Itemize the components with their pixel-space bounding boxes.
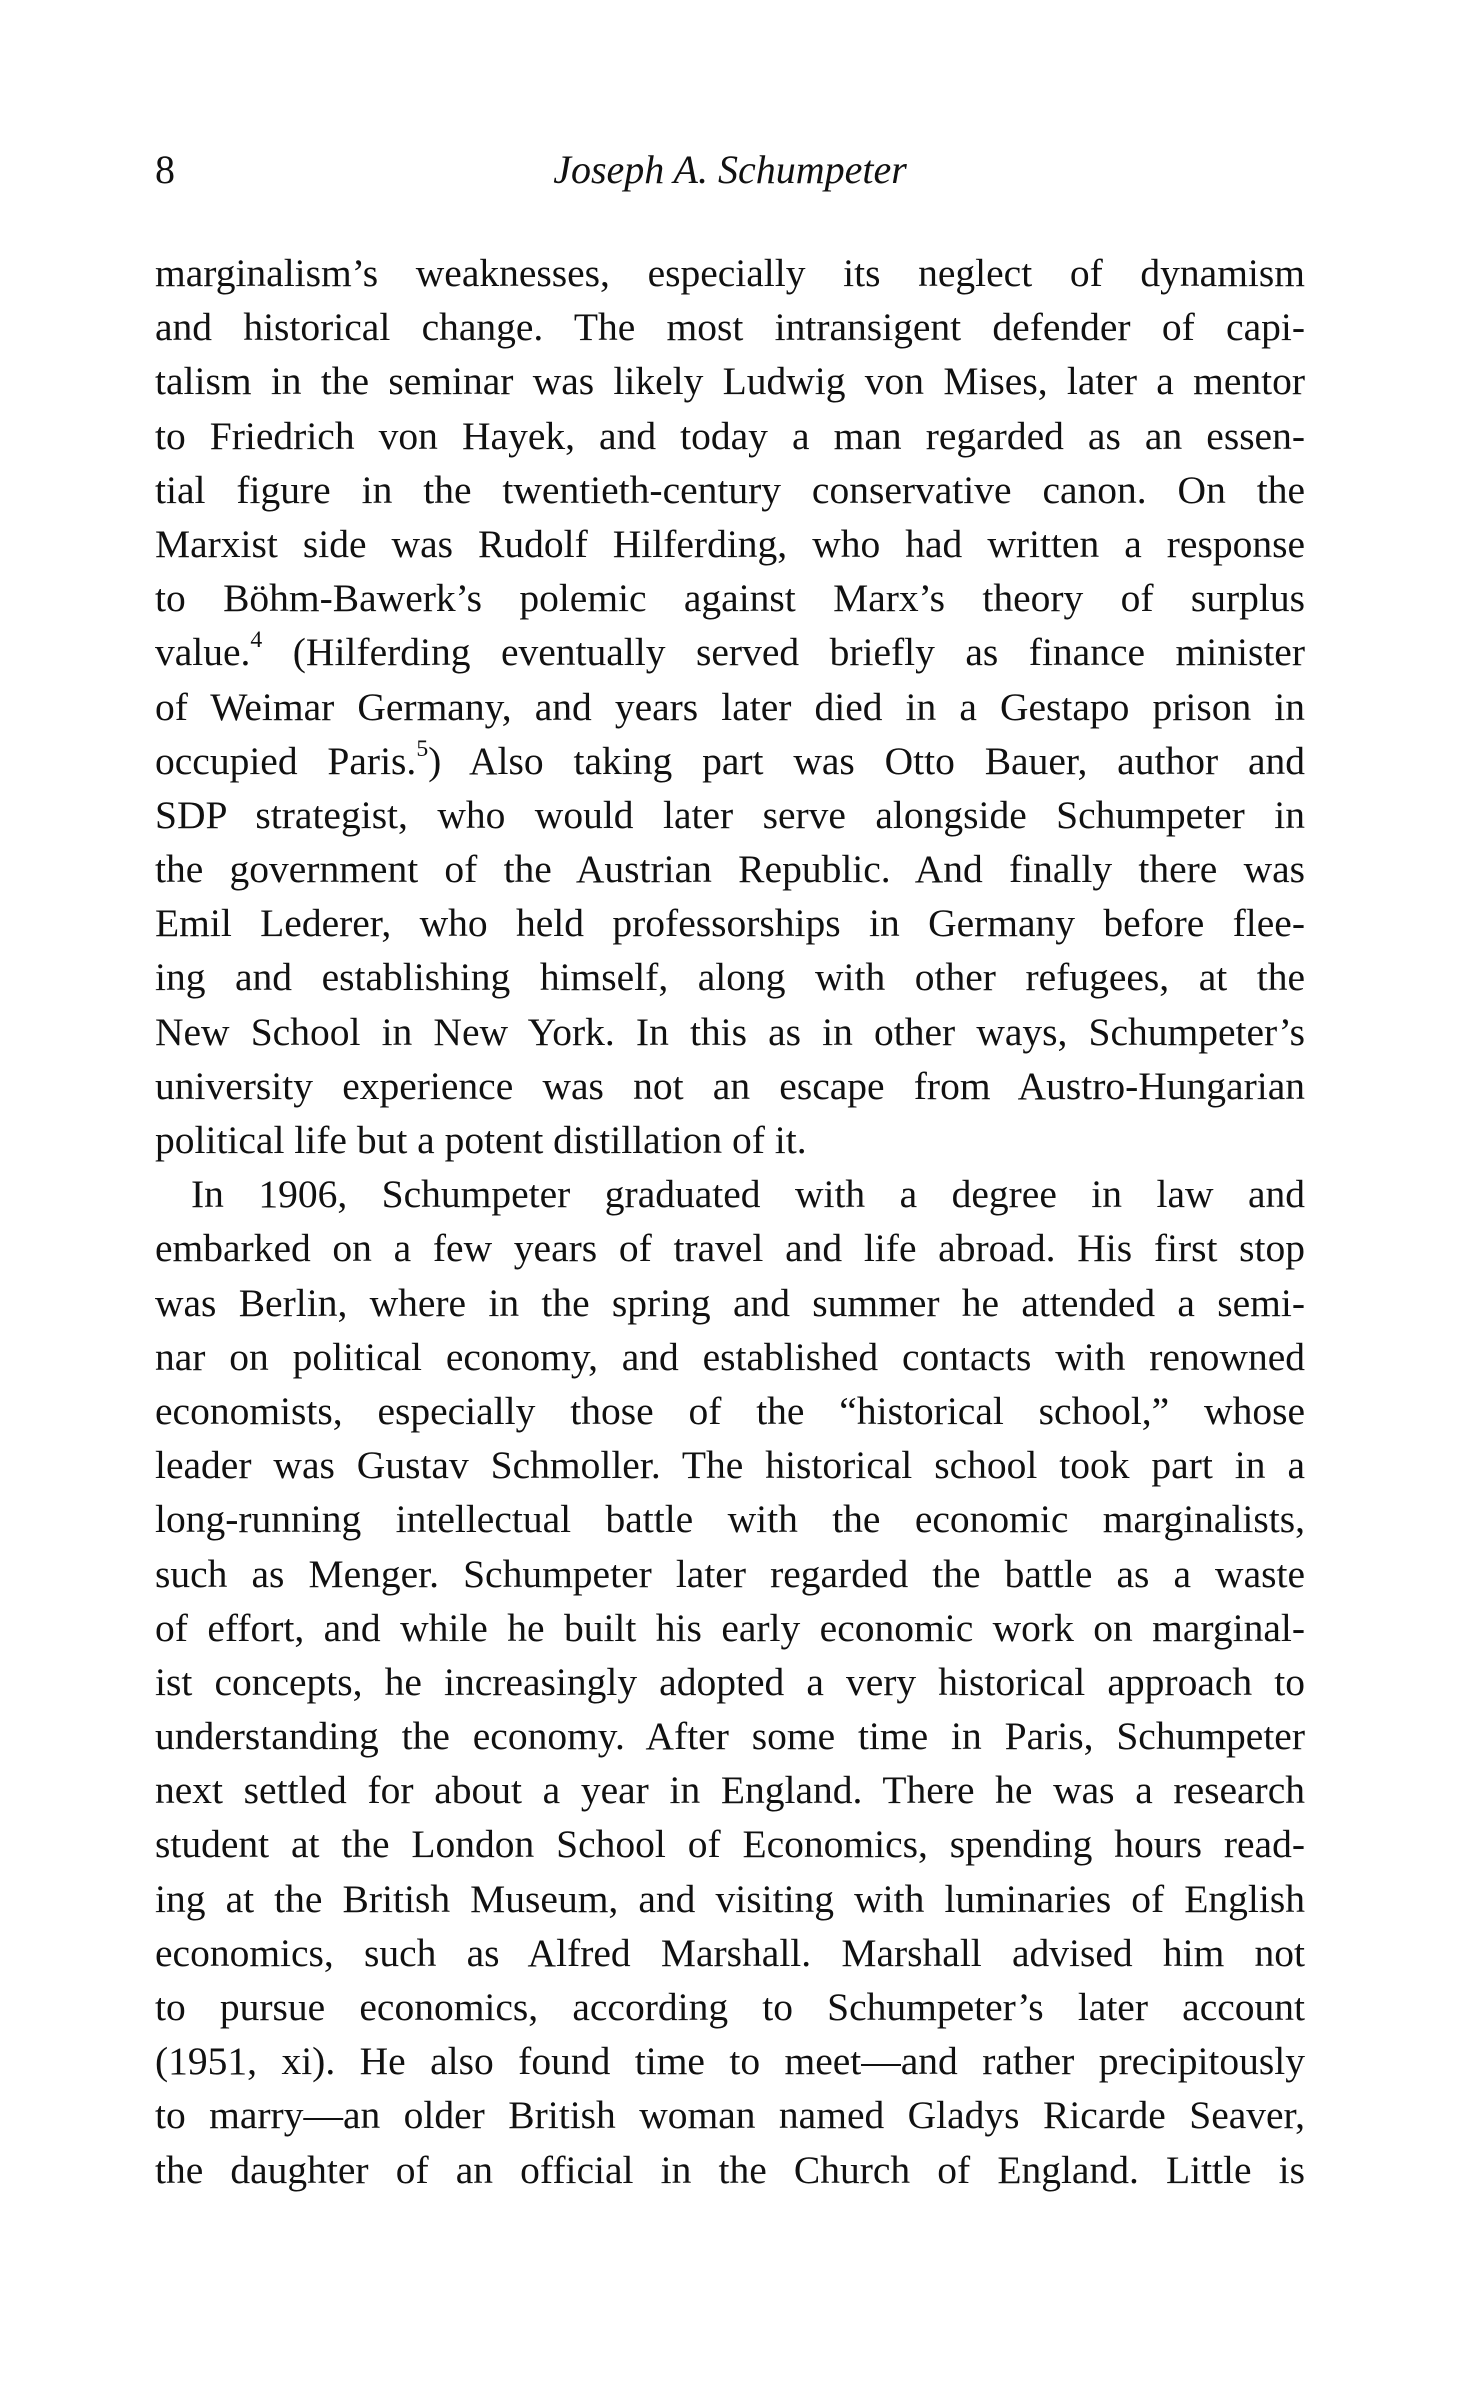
text-line: political life but a potent distillation of it. [155, 1118, 807, 1162]
text-line: was Berlin, where in the spring and summer he attended a semi- [155, 1280, 1305, 1325]
line-text: occupied Paris. [155, 738, 417, 783]
text-line: such as Menger. Schumpeter later regarded the battle as a waste [155, 1551, 1305, 1596]
text-line: student at the London School of Economics, spending hours read- [155, 1822, 1305, 1867]
line-text: (Hilferding eventually served briefly as finance minister [292, 630, 1305, 675]
text-line: to Friedrich von Hayek, and today a man regarded as an essen- [155, 413, 1305, 458]
text-line: university experience was not an escape from Austro-Hungarian [155, 1063, 1305, 1108]
text-line: nar on political economy, and established contacts with renowned [155, 1334, 1305, 1379]
line-text: ) Also taking part was Otto Bauer, author and [428, 738, 1305, 783]
text-line: and historical change. The most intransigent defender of capi- [155, 305, 1305, 350]
text-line: (1951, xi). He also found time to meet—and rather precipitously [155, 2039, 1305, 2084]
text-line: next settled for about a year in England. There he was a research [155, 1768, 1305, 1813]
text-line: long-running intellectual battle with the economic marginalists, [155, 1497, 1305, 1542]
text-line: In 1906, Schumpeter graduated with a degree in law and [191, 1172, 1305, 1217]
text-line: talism in the seminar was likely Ludwig von Mises, later a mentor [155, 359, 1305, 404]
text-line: tial figure in the twentieth-century conservative canon. On the [155, 467, 1305, 512]
text-line: economists, especially those of the “historical school,” whose [155, 1388, 1305, 1433]
page-number: 8 [155, 147, 175, 192]
text-line: leader was Gustav Schmoller. The historical school took part in a [155, 1443, 1305, 1488]
text-line: economics, such as Alfred Marshall. Marshall advised him not [155, 1930, 1305, 1975]
body-text [155, 246, 1305, 2197]
text-line: ing and establishing himself, along with other refugees, at the [155, 955, 1305, 1000]
footnote-marker[interactable]: 4 [250, 627, 263, 654]
text-line: understanding the economy. After some time in Paris, Schumpeter [155, 1714, 1305, 1759]
text-line: Emil Lederer, who held professorships in Germany before flee- [155, 901, 1305, 946]
text-line: SDP strategist, who would later serve alongside Schumpeter in [155, 792, 1305, 837]
text-line: to pursue economics, according to Schumpeter’s later account [155, 1985, 1305, 2029]
text-line: to marry—an older British woman named Gladys Ricarde Seaver, [155, 2093, 1305, 2138]
text-line: the government of the Austrian Republic. And finally there was [155, 847, 1305, 892]
text-line: New School in New York. In this as in other ways, Schumpeter’s [155, 1009, 1305, 1054]
line-text: value. [155, 630, 251, 675]
text-line: Marxist side was Rudolf Hilferding, who had written a response [155, 521, 1305, 566]
text-line: ist concepts, he increasingly adopted a very historical approach to [155, 1659, 1305, 1704]
text-line: embarked on a few years of travel and life abroad. His first stop [155, 1226, 1305, 1271]
footnote-marker[interactable]: 5 [416, 735, 429, 762]
running-head [155, 140, 1305, 200]
text-line: marginalism’s weaknesses, especially its neglect of dynamism [155, 251, 1305, 295]
text-line: of Weimar Germany, and years later died in a Gestapo prison in [155, 684, 1305, 729]
text-line [155, 625, 1305, 679]
text-line: to Böhm-Bawerk’s polemic against Marx’s theory of surplus [155, 576, 1305, 621]
text-line: of effort, and while he built his early economic work on marginal- [155, 1605, 1305, 1650]
text-line [155, 734, 1305, 788]
text-line: the daughter of an official in the Church of England. Little is [155, 2147, 1305, 2192]
running-title: Joseph A. Schumpeter [553, 147, 907, 192]
text-line: ing at the British Museum, and visiting with luminaries of English [155, 1876, 1305, 1921]
